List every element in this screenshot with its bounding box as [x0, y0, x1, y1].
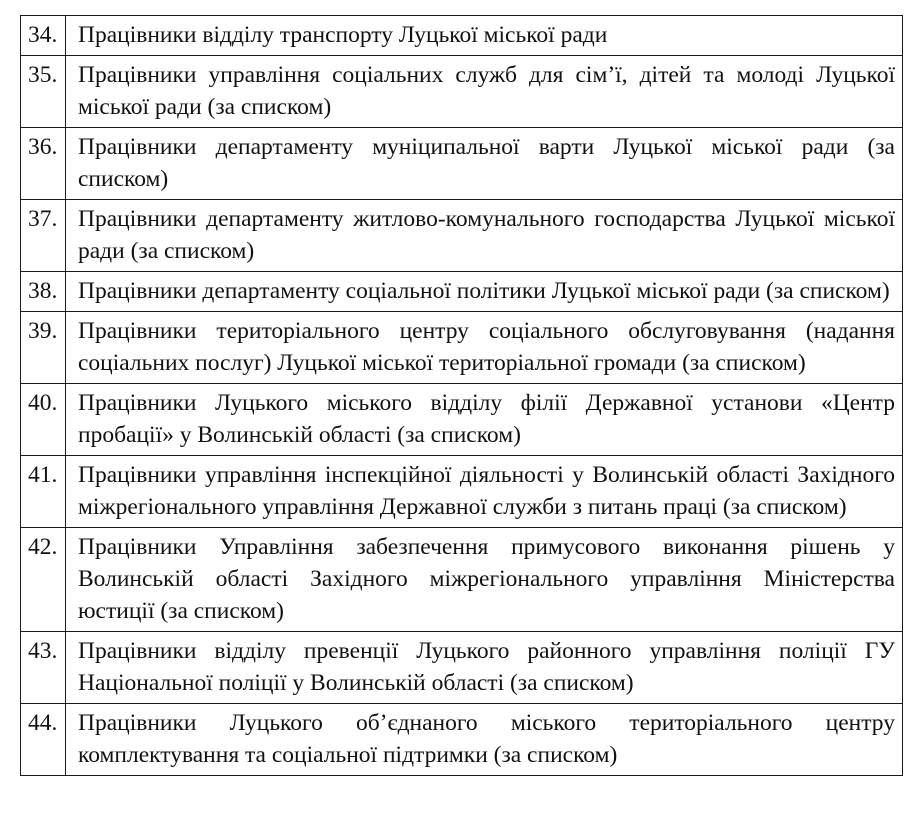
row-text: Працівники відділу превенції Луцького районного управління поліції ГУ Національної поліції у Волинській області (за списком): [66, 632, 903, 704]
table-row: [21, 704, 903, 776]
row-text: Працівники департаменту житлово-комунального господарства Луцької міської ради (за списком): [66, 200, 903, 272]
row-number: 37.: [21, 200, 66, 272]
row-number: 39.: [21, 312, 66, 384]
table-row: [21, 200, 903, 272]
row-number: 38.: [21, 272, 66, 312]
table-row: [21, 128, 903, 200]
row-text: Працівники управління інспекційної діяльності у Волинській області Західного міжрегіонального управління Державної служби з питань праці (за списком): [66, 456, 903, 528]
row-number: 41.: [21, 456, 66, 528]
row-text: Працівники управління соціальних служб для сім’ї, дітей та молоді Луцької міської ради (за списком): [66, 56, 903, 128]
row-text: Працівники Луцького об’єднаного міського територіального центру комплектування та соціальної підтримки (за списком): [66, 704, 903, 776]
row-text: Працівники відділу транспорту Луцької міської ради: [66, 16, 903, 56]
row-number: 43.: [21, 632, 66, 704]
row-text: Працівники Управління забезпечення примусового виконання рішень у Волинській області Західного міжрегіонального управління Міністерства юстиції (за списком): [66, 528, 903, 632]
row-text: Працівники департаменту муніципальної варти Луцької міської ради (за списком): [66, 128, 903, 200]
table-row: [21, 528, 903, 632]
table-row: [21, 16, 903, 56]
table-row: [21, 632, 903, 704]
table-row: [21, 384, 903, 456]
row-text: Працівники Луцького міського відділу філії Державної установи «Центр пробації» у Волинській області (за списком): [66, 384, 903, 456]
row-number: 35.: [21, 56, 66, 128]
staff-list-table: [20, 15, 903, 776]
table-row: [21, 456, 903, 528]
row-number: 40.: [21, 384, 66, 456]
row-number: 34.: [21, 16, 66, 56]
row-text: Працівники територіального центру соціального обслуговування (надання соціальних послуг) Луцької міської територіальної громади (за списком): [66, 312, 903, 384]
row-number: 42.: [21, 528, 66, 632]
row-number: 36.: [21, 128, 66, 200]
row-text: Працівники департаменту соціальної політики Луцької міської ради (за списком): [66, 272, 903, 312]
table-row: [21, 272, 903, 312]
table-row: [21, 56, 903, 128]
table-row: [21, 312, 903, 384]
row-number: 44.: [21, 704, 66, 776]
